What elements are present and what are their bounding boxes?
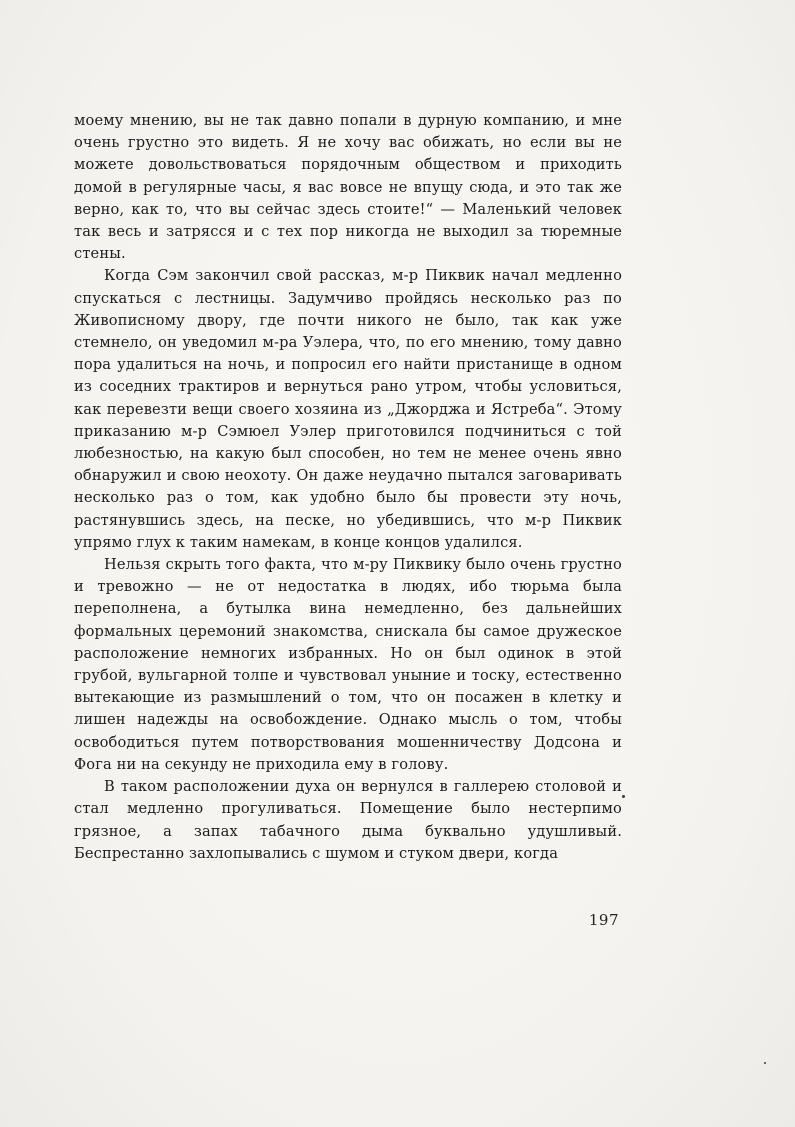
- page-number: 197: [588, 911, 619, 929]
- paper-speck: [764, 1062, 766, 1064]
- paragraph-pickwick-loneliness: Нельзя скрыть того факта, что м-ру Пиквику было очень грустно и тревожно — не от недостатка в людях, ибо тюрьма была переполнена, а бутылка вина немедленно, без дальнейших формальных церемоний знакомства, снискала бы самое дружеское расположение немногих избранных. Но он был одинок в этой грубой, вульгарной толпе и чувствовал уныние и тоску, естественно вытекающие из размышлений о том, что он посажен в клетку и лишен надежды на освобождение. Однако мысль о том, чтобы освободиться путем потворствования мошенничеству Додсона и Фога ни на секунду не приходила ему в голову.: [74, 556, 622, 773]
- paragraph-continuation: моему мнению, вы не так давно попали в дурную компанию, и мне очень грустно это видеть. Я не хочу вас обижать, но если вы не можете довольствоваться порядочным обществом и приходить домой в регулярные часы, я вас вовсе не впущу сюда, и это так же верно, как то, что вы сейчас здесь стоите!“ — Маленький человек так весь и затрясся и с тех пор никогда не выходил за тюремные стены.: [74, 112, 622, 263]
- paper-speck: [622, 795, 625, 798]
- paragraph-sam-story-end: Когда Сэм закончил свой рассказ, м-р Пиквик начал медленно спускаться с лестницы. Задумчиво пройдясь несколько раз по Живописному двору, где почти никого не было, так как уже стемнело, он уведомил м-ра Уэлера, что, по его мнению, тому давно пора удалиться на ночь, и попросил его найти пристанище в одном из соседних трактиров и вернуться рано утром, чтобы условиться, как перевезти вещи своего хозяина из „Джорджа и Ястреба“. Этому приказанию м-р Сэмюел Уэлер приготовился подчиниться с той любезностью, на какую был способен, но тем не менее очень явно обнаружил и свою неохоту. Он даже неудачно пытался заговаривать несколько раз о том, как удобно было бы провести эту ночь, растянувшись здесь, на песке, но убедившись, что м-р Пиквик упрямо глух к таким намекам, в конце концов удалился.: [74, 267, 622, 551]
- paragraph-gallery: В таком расположении духа он вернулся в галлерею столовой и стал медленно прогуливаться. Помещение было нестерпимо грязное, а запах табачного дыма буквально удушливый. Беспрестанно захлопывались с шумом и стуком двери, когда: [74, 778, 622, 862]
- body-text: [74, 110, 622, 865]
